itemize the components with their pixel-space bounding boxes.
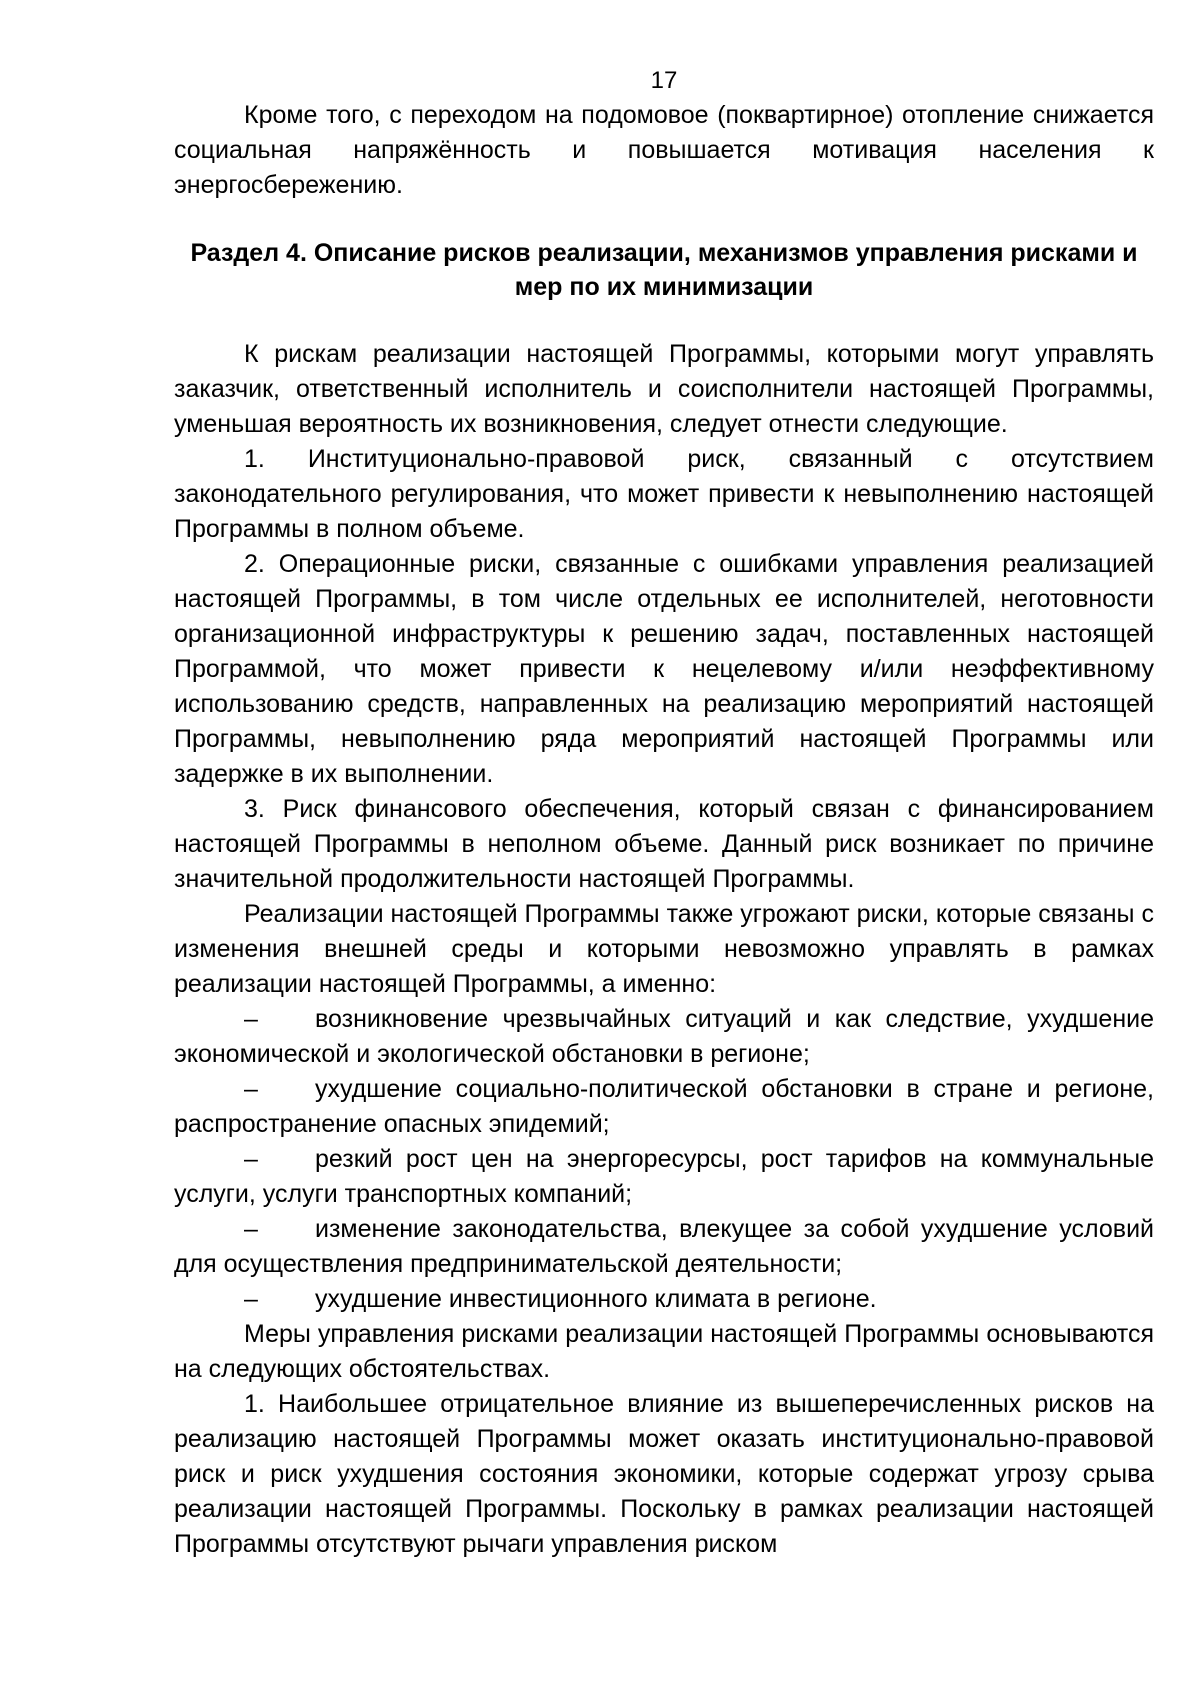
paragraph: К рискам реализации настоящей Программы, которыми могут управлять заказчик, ответственный исполнитель и соисполнители настоящей Программы, уменьшая вероятность их возникновения, следует отнести следующие. bbox=[174, 340, 1154, 438]
dash-marker: – bbox=[244, 1075, 258, 1103]
dash-marker: – bbox=[244, 1005, 258, 1033]
list-item bbox=[174, 1072, 1154, 1142]
list-item-text: ухудшение социально-политической обстановки в стране и регионе, распространение опасных эпидемий; bbox=[174, 1075, 1154, 1138]
section-title: Раздел 4. Описание рисков реализации, механизмов управления рисками и мер по их минимизации bbox=[190, 239, 1138, 301]
dash-marker: – bbox=[244, 1215, 258, 1243]
paragraph: 1. Наибольшее отрицательное влияние из вышеперечисленных рисков на реализацию настоящей Программы может оказать институционально-правовой риск и риск ухудшения состояния экономики, которые содержат угрозу срыва реализации настоящей Программы. Поскольку в рамках реализации настоящей Программы отсутствуют рычаги управления риском bbox=[174, 1390, 1154, 1558]
page-number: 17 bbox=[650, 67, 678, 94]
document-page bbox=[174, 68, 1154, 1562]
paragraph: Реализации настоящей Программы также угрожают риски, которые связаны с изменения внешней среды и которыми невозможно управлять в рамках реализации настоящей Программы, а именно: bbox=[174, 900, 1154, 998]
list-item bbox=[174, 1282, 1154, 1317]
paragraph: 3. Риск финансового обеспечения, который связан с финансированием настоящей Программы в неполном объеме. Данный риск возникает по причине значительной продолжительности настоящей Программы. bbox=[174, 795, 1154, 893]
paragraph: Меры управления рисками реализации настоящей Программы основываются на следующих обстоятельствах. bbox=[174, 1320, 1154, 1383]
dash-marker: – bbox=[244, 1285, 258, 1313]
paragraph: 1. Институционально-правовой риск, связанный с отсутствием законодательного регулирования, что может привести к невыполнению настоящей Программы в полном объеме. bbox=[174, 445, 1154, 543]
dash-marker: – bbox=[244, 1145, 258, 1173]
list-item-text: резкий рост цен на энергоресурсы, рост тарифов на коммунальные услуги, услуги транспортных компаний; bbox=[174, 1145, 1154, 1208]
list-item-text: возникновение чрезвычайных ситуаций и как следствие, ухудшение экономической и экологической обстановки в регионе; bbox=[174, 1005, 1154, 1068]
paragraph: 2. Операционные риски, связанные с ошибками управления реализацией настоящей Программы, в том числе отдельных ее исполнителей, неготовности организационной инфраструктуры к решению задач, поставленных настоящей Программой, что может привести к нецелевому и/или неэффективному использованию средств, направленных на реализацию мероприятий настоящей Программы, невыполнению ряда мероприятий настоящей Программы или задержке в их выполнении. bbox=[174, 550, 1154, 788]
list-item bbox=[174, 1142, 1154, 1212]
list-item bbox=[174, 1212, 1154, 1282]
list-item-text: ухудшение инвестиционного климата в регионе. bbox=[315, 1285, 877, 1313]
list-item-text: изменение законодательства, влекущее за собой ухудшение условий для осуществления предпринимательской деятельности; bbox=[174, 1215, 1154, 1278]
list-item bbox=[174, 1002, 1154, 1072]
intro-paragraph: Кроме того, с переходом на подомовое (поквартирное) отопление снижается социальная напряжённость и повышается мотивация населения к энергосбережению. bbox=[174, 101, 1154, 199]
